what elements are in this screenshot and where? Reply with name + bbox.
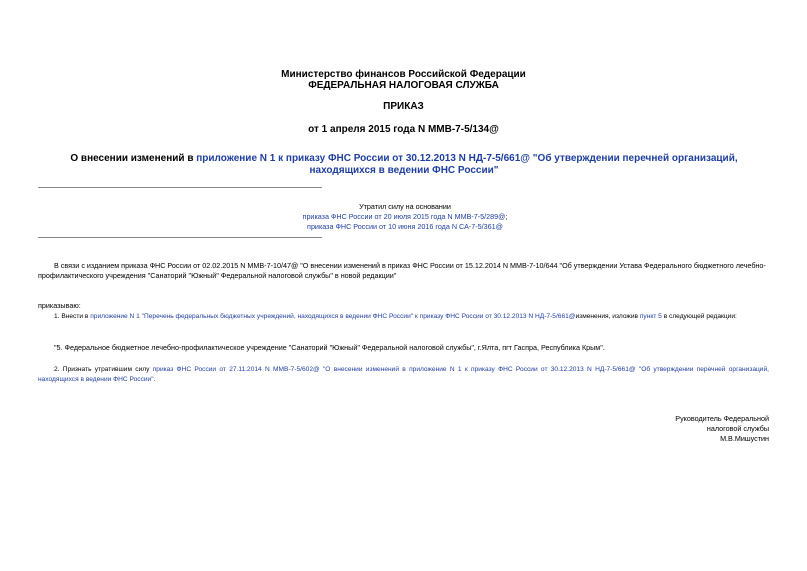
- paragraph-preamble: В связи с изданием приказа ФНС России от 02.02.2015 N ММВ-7-10/47@ "О внесении изменений в приказ ФНС России от 15.12.2014 N ММВ-7-10/644 "Об утверждении Устава Федерального бюджетного лечебно-профилактического учреждения "Санаторий "Южный" Федеральной налоговой службы" в новой редакции": [38, 261, 766, 280]
- item-1: [38, 312, 769, 322]
- title-link[interactable]: приложение N 1 к приказу ФНС России от 30.12.2013 N НД-7-5/661@ "Об утверждении перечней организаций, находящихся в ведении ФНС России": [196, 153, 738, 176]
- signature-name: М.В.Мишустин: [720, 434, 769, 443]
- item-1-text-c: в следующей редакции:: [661, 313, 737, 320]
- item-2-link-order[interactable]: приказ ФНС России от 27.11.2014 N ММВ-7-5/602@ "О внесении изменений в приложение N 1 к приказу ФНС России от 30.12.2013 N НД-7-5/661@ "Об утверждении перечней организаций, находящихся в ведении ФНС России": [38, 366, 769, 383]
- item-2-text-a: 2. Признать утратившим силу: [54, 366, 153, 373]
- lost-force-link-2[interactable]: приказа ФНС России от 10 июня 2016 года N СА-7-5/361@: [307, 222, 503, 231]
- header-service: ФЕДЕРАЛЬНАЯ НАЛОГОВАЯ СЛУЖБА: [308, 80, 499, 91]
- signature-line-2: налоговой службы: [706, 424, 769, 433]
- item-2: [38, 365, 769, 385]
- header-ministry: Министерство финансов Российской Федерации: [281, 69, 526, 80]
- signature-block: [675, 414, 769, 444]
- lost-force-caption: Утратил силу на основании: [359, 202, 451, 211]
- item-1-link-appendix[interactable]: приложение N 1 "Перечень федеральных бюджетных учреждений, находящихся в ведении ФНС России" к приказу ФНС России от 30.12.2013 N НД-7-5/661@: [90, 313, 576, 320]
- doc-date-number: от 1 апреля 2015 года N ММВ-7-5/134@: [308, 124, 499, 135]
- title-prefix: О внесении изменений в: [70, 153, 197, 164]
- signature-line-1: Руководитель Федеральной: [675, 414, 769, 423]
- item-1-text-a: 1. Внести в: [54, 313, 91, 320]
- divider-top: [38, 187, 322, 188]
- lost-force-line2: [250, 212, 560, 222]
- order-word: приказываю:: [38, 301, 81, 310]
- lost-force-sep: ;: [505, 212, 508, 221]
- item-1-text-b: изменения, изложив: [575, 313, 640, 320]
- lost-force-line3: [250, 222, 560, 232]
- doc-type: ПРИКАЗ: [383, 101, 424, 112]
- page-title: [36, 153, 772, 177]
- lost-force-link-1[interactable]: приказа ФНС России от 20 июля 2015 года N ММВ-7-5/289@: [302, 212, 506, 221]
- item-2-text-b: .: [153, 375, 156, 383]
- divider-bottom: [38, 237, 322, 238]
- quoted-text: "5. Федеральное бюджетное лечебно-профилактическое учреждение "Санаторий "Южный" Федеральной налоговой службы", г.Ялта, пгт Гаспра, Республика Крым".: [54, 343, 605, 352]
- item-1-link-point5[interactable]: пункт 5: [639, 313, 662, 320]
